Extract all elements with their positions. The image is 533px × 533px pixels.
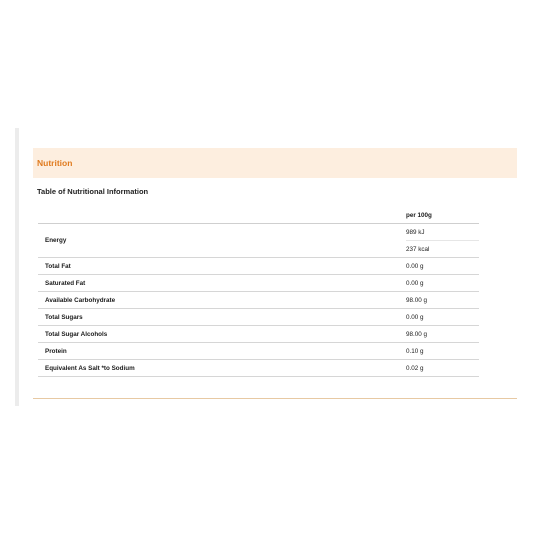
row-value-energy-kj: 989 kJ (406, 224, 479, 241)
row-label: Saturated Fat (38, 275, 406, 292)
row-value: 98.00 g (406, 326, 479, 343)
nutrition-panel (33, 148, 517, 377)
row-value: 0.10 g (406, 343, 479, 360)
row-label: Total Fat (38, 258, 406, 275)
table-row (38, 326, 479, 343)
panel-bottom-divider (33, 398, 517, 399)
row-label-energy: Energy (38, 224, 406, 258)
table-row (38, 258, 479, 275)
table-header-row (38, 207, 479, 224)
table-row-energy (38, 224, 479, 241)
row-value: 0.02 g (406, 360, 479, 377)
table-row (38, 343, 479, 360)
header-name-cell (38, 207, 406, 224)
table-row (38, 309, 479, 326)
table-row (38, 292, 479, 309)
table-caption: Table of Nutritional Information (37, 187, 149, 196)
table-row (38, 360, 479, 377)
row-label: Protein (38, 343, 406, 360)
row-value: 98.00 g (406, 292, 479, 309)
row-label: Equivalent As Salt *to Sodium (38, 360, 406, 377)
nutrition-title: Nutrition (37, 158, 73, 168)
row-label: Total Sugar Alcohols (38, 326, 406, 343)
header-per-100g: per 100g (406, 207, 479, 224)
row-value: 0.00 g (406, 309, 479, 326)
nutrition-table (38, 207, 479, 377)
row-value: 0.00 g (406, 258, 479, 275)
row-value-energy-kcal: 237 kcal (406, 241, 479, 258)
row-label: Available Carbohydrate (38, 292, 406, 309)
nutrition-header[interactable] (33, 148, 517, 178)
row-value: 0.00 g (406, 275, 479, 292)
left-rail (15, 128, 19, 406)
table-row (38, 275, 479, 292)
row-label: Total Sugars (38, 309, 406, 326)
